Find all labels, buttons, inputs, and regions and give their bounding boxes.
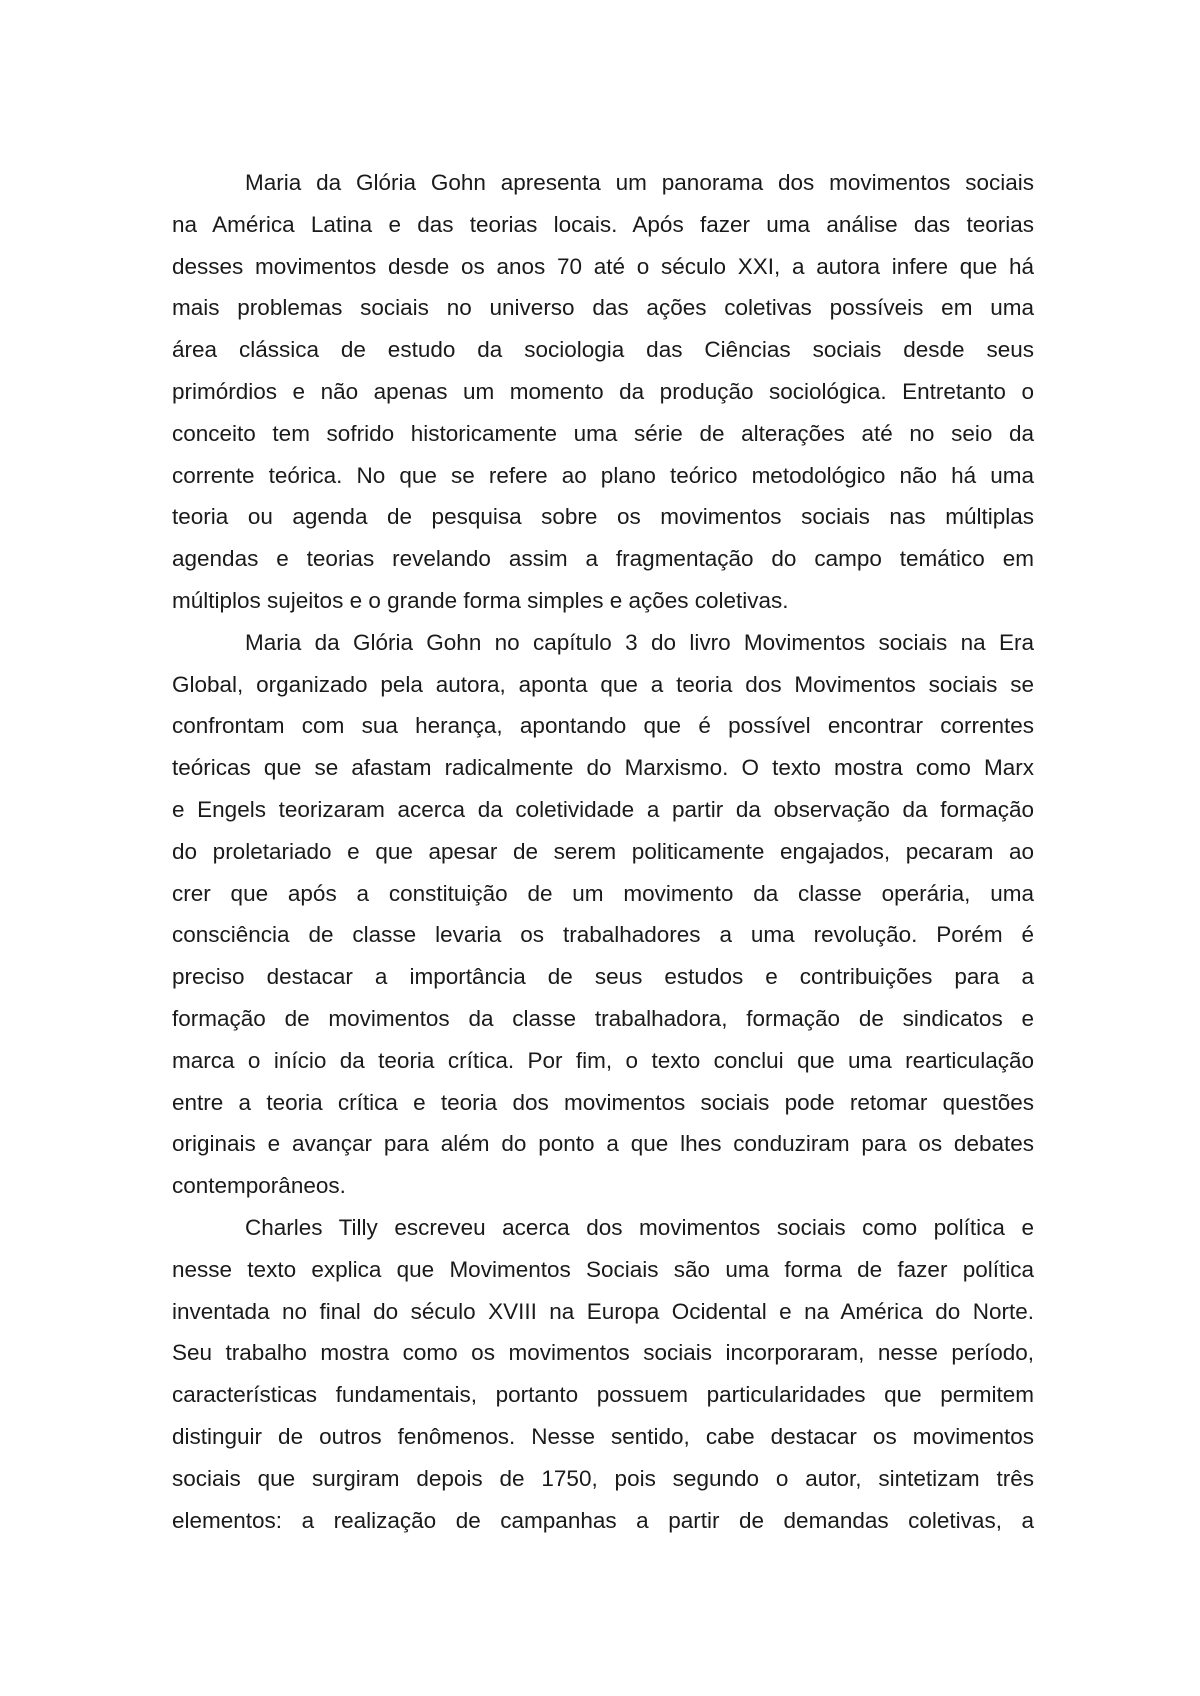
text-line: área clássica de estudo da sociologia das Ciências sociais desde seus — [172, 337, 1034, 363]
text-line: Charles Tilly escreveu acerca dos movimentos sociais como política e — [245, 1214, 1034, 1240]
text-line: entre a teoria crítica e teoria dos movimentos sociais pode retomar questões — [172, 1089, 1034, 1115]
paragraph-3 — [172, 1207, 1034, 1541]
document-body — [172, 162, 1034, 1541]
text-line: na América Latina e das teorias locais. Após fazer uma análise das teorias — [172, 211, 1034, 237]
text-line: Seu trabalho mostra como os movimentos sociais incorporaram, nesse período, — [172, 1340, 1034, 1366]
paragraph-2 — [172, 622, 1034, 1207]
text-line: sociais que surgiram depois de 1750, pois segundo o autor, sintetizam três — [172, 1465, 1034, 1491]
text-line: inventada no final do século XVIII na Europa Ocidental e na América do Norte. — [172, 1298, 1034, 1324]
text-line: teóricas que se afastam radicalmente do Marxismo. O texto mostra como Marx — [172, 755, 1034, 781]
paragraph-1 — [172, 162, 1034, 622]
text-line: Maria da Glória Gohn no capítulo 3 do livro Movimentos sociais na Era — [245, 629, 1034, 655]
text-line: distinguir de outros fenômenos. Nesse sentido, cabe destacar os movimentos — [172, 1423, 1034, 1449]
text-line: preciso destacar a importância de seus estudos e contribuições para a — [172, 964, 1034, 990]
text-line: corrente teórica. No que se refere ao plano teórico metodológico não há uma — [172, 462, 1034, 488]
text-line: do proletariado e que apesar de serem politicamente engajados, pecaram ao — [172, 838, 1034, 864]
text-line: Maria da Glória Gohn apresenta um panorama dos movimentos sociais — [245, 170, 1034, 195]
text-line: marca o início da teoria crítica. Por fim, o texto conclui que uma rearticulação — [172, 1047, 1034, 1073]
text-line: elementos: a realização de campanhas a partir de demandas coletivas, a — [172, 1507, 1034, 1533]
text-line: teoria ou agenda de pesquisa sobre os movimentos sociais nas múltiplas — [172, 504, 1034, 530]
text-line: formação de movimentos da classe trabalhadora, formação de sindicatos e — [172, 1005, 1034, 1031]
text-line: confrontam com sua herança, apontando que é possível encontrar correntes — [172, 713, 1034, 739]
text-line: contemporâneos. — [172, 1173, 346, 1199]
text-line: desses movimentos desde os anos 70 até o século XXI, a autora infere que há — [172, 253, 1034, 279]
text-line: nesse texto explica que Movimentos Sociais são uma forma de fazer política — [172, 1256, 1034, 1282]
text-line: conceito tem sofrido historicamente uma série de alterações até no seio da — [172, 420, 1034, 446]
text-line: e Engels teorizaram acerca da coletividade a partir da observação da formação — [172, 796, 1034, 822]
text-line: agendas e teorias revelando assim a fragmentação do campo temático em — [172, 546, 1034, 572]
text-line: características fundamentais, portanto possuem particularidades que permitem — [172, 1382, 1034, 1408]
text-line: originais e avançar para além do ponto a que lhes conduziram para os debates — [172, 1131, 1034, 1157]
text-line: Global, organizado pela autora, aponta que a teoria dos Movimentos sociais se — [172, 671, 1034, 697]
text-line: mais problemas sociais no universo das ações coletivas possíveis em uma — [172, 295, 1034, 321]
text-line: consciência de classe levaria os trabalhadores a uma revolução. Porém é — [172, 922, 1034, 948]
text-line: primórdios e não apenas um momento da produção sociológica. Entretanto o — [172, 378, 1034, 404]
text-line: crer que após a constituição de um movimento da classe operária, uma — [172, 880, 1034, 906]
text-line: múltiplos sujeitos e o grande forma simples e ações coletivas. — [172, 587, 789, 613]
